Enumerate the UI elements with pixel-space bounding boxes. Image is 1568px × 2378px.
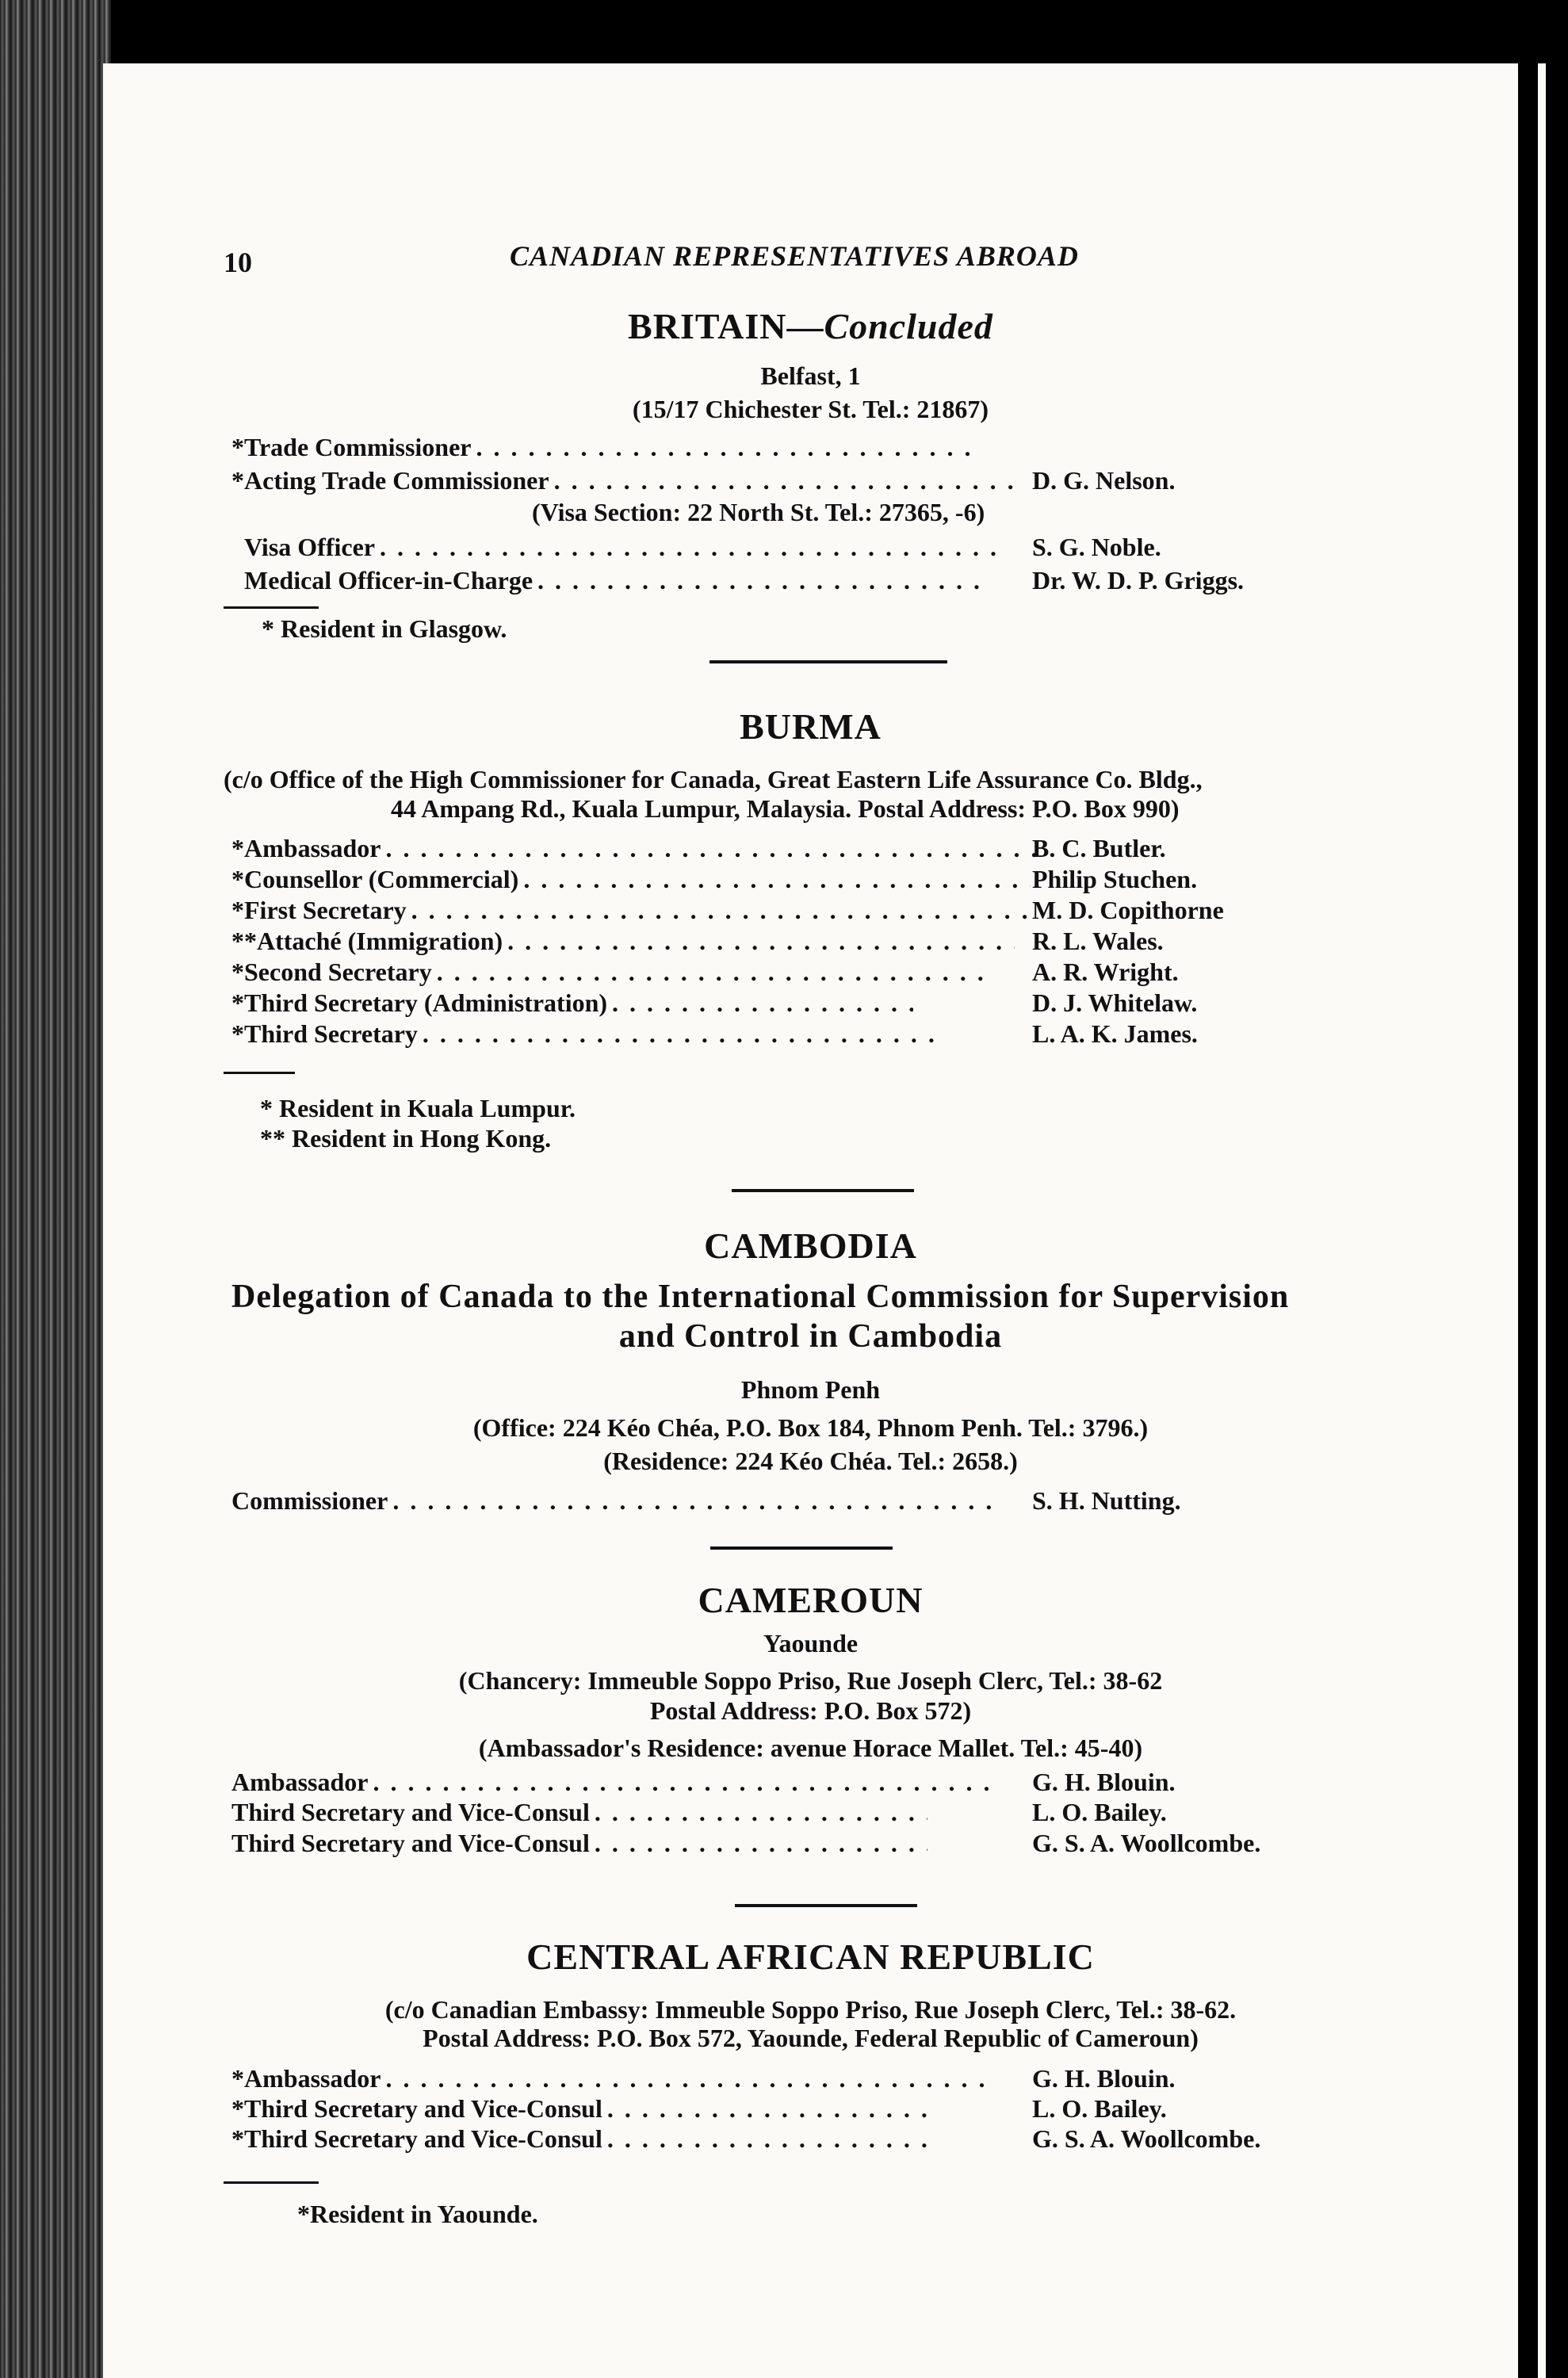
section-title-britain <box>103 305 1518 347</box>
staff-row <box>231 865 1198 894</box>
position-label: *Third Secretary and Vice-Consul <box>231 2094 602 2123</box>
staff-name: B. C. Butler. <box>1032 834 1166 862</box>
staff-name: S. G. Noble. <box>1032 533 1161 561</box>
staff-row <box>231 1829 1261 1858</box>
car-address-line2: Postal Address: P.O. Box 572, Yaounde, Federal Republic of Cameroun) <box>423 2024 1199 2052</box>
section-divider <box>732 1189 914 1192</box>
staff-row <box>231 1486 1181 1516</box>
staff-row <box>244 566 1245 595</box>
staff-name: G. S. A. Woollcombe. <box>1032 2124 1261 2153</box>
staff-row <box>231 1798 1167 1827</box>
staff-row <box>231 1019 1198 1049</box>
leader-dots <box>607 2124 932 2154</box>
britain-address: (15/17 Chichester St. Tel.: 21867) <box>632 395 989 423</box>
cambodia-delegation-line2: and Control in Cambodia <box>618 1318 1003 1355</box>
leader-dots <box>523 865 1031 894</box>
staff-name: G. H. Blouin. <box>1032 1768 1176 1796</box>
position-label: *Counsellor (Commercial) <box>231 865 519 893</box>
leader-dots <box>392 1486 1003 1516</box>
position-label: *Third Secretary and Vice-Consul <box>231 2124 602 2153</box>
page <box>103 63 1518 2378</box>
book-spine-scan-edge <box>0 0 111 2378</box>
cameroun-chancery: (Chancery: Immeuble Soppo Priso, Rue Joseph Clerc, Tel.: 38-62 <box>458 1666 1163 1695</box>
running-title: CANADIAN REPRESENTATIVES ABROAD <box>510 240 1079 272</box>
position-label: *Ambassador <box>231 834 381 862</box>
staff-name: L. O. Bailey. <box>1032 1798 1167 1826</box>
position-label: Medical Officer-in-Charge <box>244 566 534 594</box>
section-title-car: CENTRAL AFRICAN REPUBLIC <box>526 1936 1095 1977</box>
position-label: *Acting Trade Commissioner <box>231 466 549 495</box>
page-number: 10 <box>224 247 252 278</box>
britain-visa-section: (Visa Section: 22 North St. Tel.: 27365, -6) <box>532 498 985 526</box>
burma-address-line1: (c/o Office of the High Commissioner for Canada, Great Eastern Life Assurance Co. Bldg., <box>224 765 1203 793</box>
position-label: *Third Secretary (Administration) <box>231 988 608 1017</box>
position-label: Ambassador <box>231 1768 369 1796</box>
cambodia-city: Phnom Penh <box>740 1375 881 1404</box>
burma-address-line2: 44 Ampang Rd., Kuala Lumpur, Malaysia. Postal Address: P.O. Box 990) <box>391 794 1180 823</box>
staff-row <box>231 1768 1176 1797</box>
staff-row <box>231 958 1179 987</box>
footnote-rule <box>224 2181 319 2184</box>
burma-footnote-1: * Resident in Kuala Lumpur. <box>260 1094 576 1122</box>
staff-name: G. H. Blouin. <box>1032 2064 1176 2093</box>
leader-dots <box>595 1829 927 1858</box>
leader-dots <box>607 2094 932 2124</box>
britain-footnote: * Resident in Glasgow. <box>262 614 507 643</box>
leader-dots <box>385 2064 996 2093</box>
car-footnote: *Resident in Yaounde. <box>297 2200 538 2228</box>
leader-dots <box>476 433 975 462</box>
staff-row <box>231 2094 1167 2124</box>
britain-city: Belfast, 1 <box>760 361 861 390</box>
leader-dots <box>537 566 981 595</box>
cambodia-delegation-line1: Delegation of Canada to the International Commission for Supervision <box>231 1279 1290 1315</box>
section-title-burma: BURMA <box>740 706 882 747</box>
staff-row <box>231 433 1103 462</box>
position-label: **Attaché (Immigration) <box>231 927 503 955</box>
position-label: Third Secretary and Vice-Consul <box>231 1829 590 1857</box>
staff-name: A. R. Wright. <box>1032 958 1179 986</box>
leader-dots <box>423 1019 946 1049</box>
staff-row <box>231 896 1224 925</box>
staff-name: D. J. Whitelaw. <box>1032 988 1198 1017</box>
staff-row <box>231 834 1166 863</box>
cambodia-residence: (Residence: 224 Kéo Chéa. Tel.: 2658.) <box>603 1447 1018 1475</box>
britain-title-concluded: Concluded <box>824 306 993 346</box>
position-label: *Second Secretary <box>231 958 432 986</box>
section-title-cameroun: CAMEROUN <box>698 1580 924 1620</box>
position-label: Commissioner <box>231 1486 388 1515</box>
staff-name: Dr. W. D. P. Griggs. <box>1032 566 1245 594</box>
staff-name: G. S. A. Woollcombe. <box>1032 1829 1261 1857</box>
leader-dots <box>437 958 992 987</box>
leader-dots <box>554 466 1022 495</box>
leader-dots <box>507 927 1015 956</box>
footnote-rule <box>224 606 319 609</box>
position-label: Third Secretary and Vice-Consul <box>231 1798 590 1826</box>
staff-name: S. H. Nutting. <box>1032 1486 1181 1515</box>
cameroun-postal: Postal Address: P.O. Box 572) <box>649 1696 972 1725</box>
staff-name: L. A. K. James. <box>1032 1019 1198 1048</box>
leader-dots <box>595 1798 927 1827</box>
leader-dots <box>373 1768 991 1797</box>
staff-row <box>231 988 1198 1018</box>
leader-dots <box>411 896 1030 925</box>
position-label: *Third Secretary <box>231 1019 418 1048</box>
car-address-line1: (c/o Canadian Embassy: Immeuble Soppo Priso, Rue Joseph Clerc, Tel.: 38-62. <box>384 1995 1237 2024</box>
cambodia-office: (Office: 224 Kéo Chéa, P.O. Box 184, Phnom Penh. Tel.: 3796.) <box>472 1413 1149 1442</box>
section-title-cambodia: CAMBODIA <box>704 1225 917 1266</box>
staff-row <box>244 533 1161 562</box>
staff-name: L. O. Bailey. <box>1032 2094 1167 2123</box>
staff-row <box>231 466 1176 495</box>
position-label: *First Secretary <box>231 896 407 924</box>
leader-dots <box>612 988 913 1018</box>
position-label: *Trade Commissioner <box>231 433 472 461</box>
cameroun-residence: (Ambassador's Residence: avenue Horace Mallet. Tel.: 45-40) <box>478 1734 1143 1762</box>
section-divider <box>710 1546 893 1550</box>
cameroun-city: Yaounde <box>763 1629 859 1657</box>
staff-name: D. G. Nelson. <box>1032 466 1176 495</box>
staff-row <box>231 2064 1176 2093</box>
leader-dots <box>380 533 998 562</box>
position-label: *Ambassador <box>231 2064 381 2093</box>
staff-name: M. D. Copithorne <box>1032 896 1224 924</box>
staff-name: R. L. Wales. <box>1032 927 1164 955</box>
position-label: Visa Officer <box>244 533 375 561</box>
section-divider <box>709 660 947 663</box>
staff-row <box>231 2124 1261 2154</box>
right-page-edge-line <box>1538 63 1546 2378</box>
footnote-rule <box>224 1072 295 1074</box>
burma-footnote-2: ** Resident in Hong Kong. <box>260 1124 552 1153</box>
staff-row <box>231 927 1164 956</box>
britain-title-main: BRITAIN— <box>628 306 824 346</box>
leader-dots <box>385 834 1035 863</box>
staff-name: Philip Stuchen. <box>1032 865 1198 893</box>
section-divider <box>735 1904 917 1907</box>
